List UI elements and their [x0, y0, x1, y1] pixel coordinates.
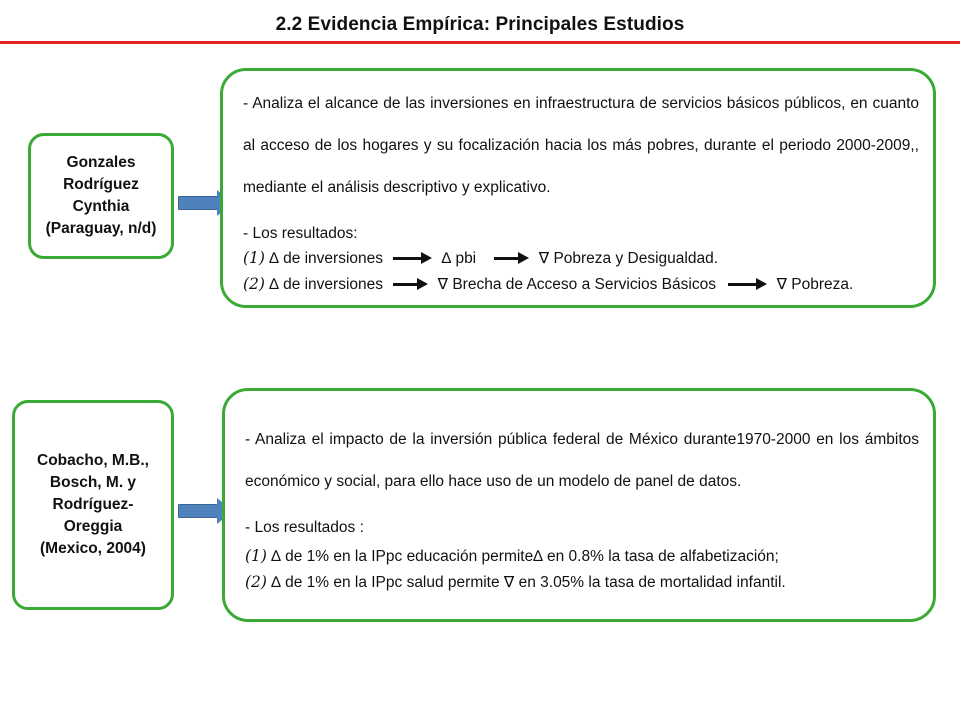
result-line-1	[245, 545, 919, 568]
author-box-2	[12, 400, 174, 610]
block-arrow-right-icon	[178, 504, 218, 518]
author-line: Oreggia	[63, 518, 123, 535]
author-line: Gonzales	[66, 154, 136, 171]
result-number: (1)	[245, 547, 267, 565]
result-effect: ∆ pbi	[441, 250, 477, 267]
result-text: ∆ de 1% en la IPpc educación permite∆ en 0.8% la tasa de alfabetización;	[271, 548, 779, 565]
result-text: ∆ de 1% en la IPpc salud permite ∇ en 3.05% la tasa de mortalidad infantil.	[271, 574, 786, 591]
author-line: (Paraguay, n/d)	[45, 220, 157, 237]
author-line: Rodríguez	[63, 176, 139, 193]
arrow-right-icon	[728, 283, 758, 286]
result-number: (2)	[243, 275, 265, 293]
result-outcome: ∇ Pobreza.	[776, 276, 854, 293]
result-line-2	[245, 571, 919, 594]
result-effect: ∇ Brecha de Acceso a Servicios Básicos	[437, 276, 716, 293]
result-number: (1)	[243, 249, 265, 267]
study-description: - Analiza el impacto de la inversión pública federal de México durante1970-2000 en los ámbitos económico y social, para ello hace uso de un modelo de panel de datos.	[245, 431, 919, 490]
arrow-right-icon	[494, 257, 520, 260]
author-line: Rodríguez-	[52, 496, 134, 513]
arrow-right-icon	[393, 283, 419, 286]
author-box-1	[28, 133, 174, 259]
study-summary-box-2	[222, 388, 936, 622]
study-summary-box-1	[220, 68, 936, 308]
result-number: (2)	[245, 573, 267, 591]
results-heading: - Los resultados :	[245, 519, 364, 536]
result-line-1	[243, 247, 919, 270]
block-arrow-right-icon	[178, 196, 218, 210]
result-outcome: ∇ Pobreza y Desigualdad.	[538, 250, 719, 267]
result-cause: ∆ de inversiones	[269, 250, 384, 267]
arrow-right-icon	[393, 257, 423, 260]
author-line: Cynthia	[72, 198, 130, 215]
result-line-2	[243, 273, 919, 296]
title-underline	[0, 41, 960, 44]
author-line: (Mexico, 2004)	[40, 540, 146, 557]
page-title: 2.2 Evidencia Empírica: Principales Estudios	[275, 14, 685, 35]
author-line: Bosch, M. y	[49, 474, 137, 491]
result-cause: ∆ de inversiones	[269, 276, 384, 293]
study-description: - Analiza el alcance de las inversiones en infraestructura de servicios básicos públicos, en cuanto al acceso de los hogares y su focalización hacia los más pobres, durante el periodo 2000-2009,, mediante el análisis descriptivo y explicativo.	[243, 95, 919, 196]
results-heading: - Los resultados:	[243, 225, 358, 242]
author-line: Cobacho, M.B.,	[37, 452, 149, 469]
